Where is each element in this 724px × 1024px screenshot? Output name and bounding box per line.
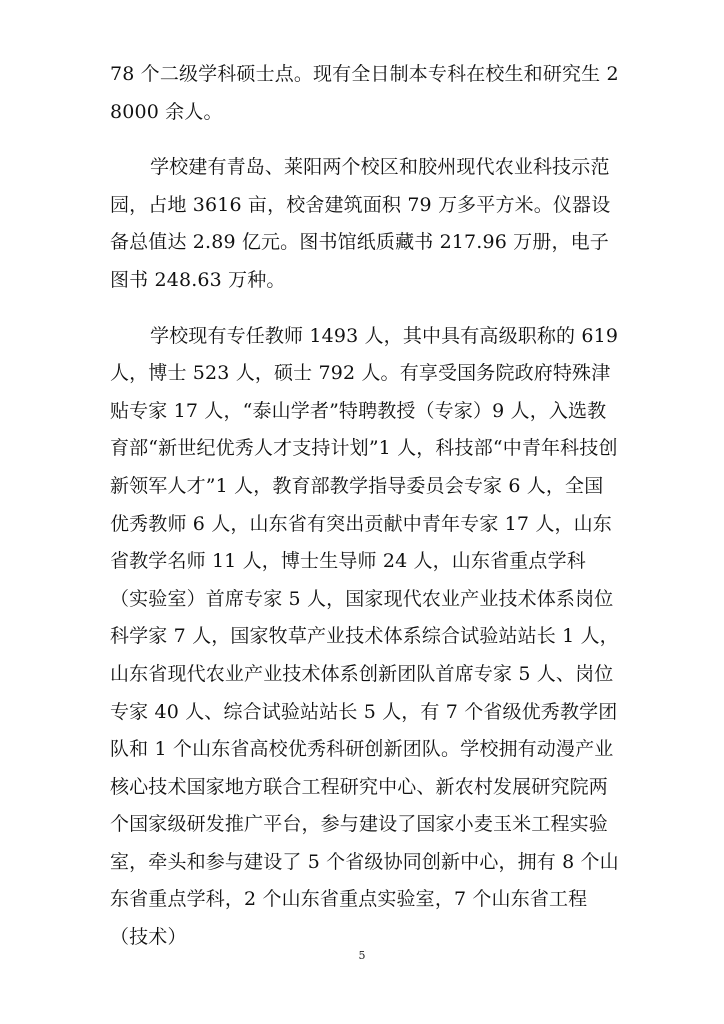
paragraph-gap <box>110 300 620 318</box>
paragraph-faculty: 学校现有专任教师 1493 人，其中具有高级职称的 619 人，博士 523 人，硕士 792 人。有享受国务院政府特殊津贴专家 17 人，“泰山学者”特聘教授（专家）9 人，入选教育部“新世纪优秀人才支持计划”1 人，科技部“中青年科技创新领军人才”1 人，教育部教学指导委员会专家 6 人，全国优秀教师 6 人，山东省有突出贡献中青年专家 17 人，山东省教学名师 11 人，博士生导师 24 人，山东省重点学科（实验室）首席专家 5 人，国家现代农业产业技术体系岗位科学家 7 人，国家牧草产业技术体系综合试验站站长 1 人，山东省现代农业产业技术体系创新团队首席专家 5 人、岗位专家 40 人、综合试验站站长 5 人，有 7 个省级优秀教学团队和 1 个山东省高校优秀科研创新团队。学校拥有动漫产业核心技术国家地方联合工程研究中心、新农村发展研究院两个国家级研发推广平台，参与建设了国家小麦玉米工程实验室，牵头和参与建设了 5 个省级协同创新中心，拥有 8 个山东省重点学科，2 个山东省重点实验室，7 个山东省工程（技术） <box>110 324 619 949</box>
page-number: 5 <box>358 949 366 962</box>
paragraph-gap <box>110 131 620 149</box>
paragraph-continuation: 78 个二级学科硕士点。现有全日制本专科在校生和研究生 28000 余人。 <box>110 63 619 123</box>
document-body <box>110 56 620 957</box>
paragraph-campus-facilities: 学校建有青岛、莱阳两个校区和胶州现代农业科技示范园，占地 3616 亩，校舍建筑面积 79 万多平方米。仪器设备总值达 2.89 亿元。图书馆纸质藏书 217.96 万册，电子图书 248.63 万种。 <box>110 156 611 291</box>
